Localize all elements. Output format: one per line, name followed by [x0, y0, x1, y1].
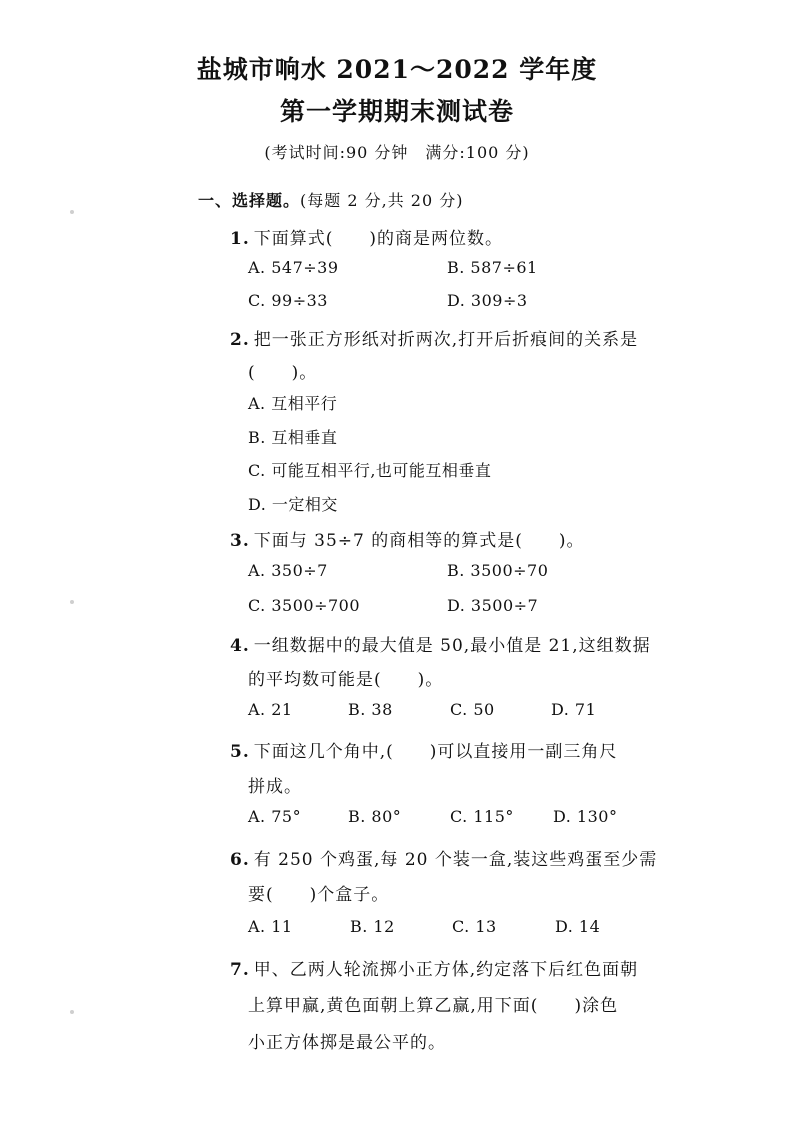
question-text: 下面算式( )的商是两位数。: [253, 229, 504, 249]
option-b: B. 12: [350, 917, 395, 936]
option-d: D. 3500÷7: [447, 596, 539, 615]
option-b: B. 38: [348, 700, 393, 719]
question-text: 下面与 35÷7 的商相等的算式是( )。: [253, 531, 585, 551]
option-a: A. 547÷39: [248, 258, 339, 277]
question-6-line2: 要( )个盒子。: [248, 885, 390, 905]
question-4: [230, 631, 651, 656]
exam-subtitle: (考试时间:90 分钟 满分:100 分): [264, 143, 530, 162]
question-2-line2: ( )。: [248, 363, 318, 383]
exam-title-line2: 第一学期期末测试卷: [279, 97, 514, 126]
option-c: C. 13: [452, 917, 497, 936]
option-d: D. 309÷3: [447, 291, 528, 310]
question-number: 2.: [230, 330, 250, 350]
option-a: A. 75°: [248, 807, 302, 826]
option-a: A. 21: [248, 700, 293, 719]
question-text: 下面这几个角中,( )可以直接用一副三角尺: [253, 742, 618, 762]
question-text: 一组数据中的最大值是 50,最小值是 21,这组数据: [253, 636, 651, 656]
option-d: D. 130°: [553, 807, 618, 826]
question-number: 3.: [230, 531, 250, 551]
option-d: D. 一定相交: [248, 495, 338, 514]
question-7-line3: 小正方体掷是最公平的。: [248, 1033, 446, 1053]
option-a: A. 互相平行: [248, 394, 338, 413]
question-text: 甲、乙两人轮流掷小正方体,约定落下后红色面朝: [253, 960, 639, 980]
scan-speck: [70, 210, 74, 214]
option-b: B. 互相垂直: [248, 428, 338, 447]
question-6: [230, 845, 657, 870]
option-b: B. 3500÷70: [447, 561, 549, 580]
option-a: A. 350÷7: [248, 561, 328, 580]
question-text: 有 250 个鸡蛋,每 20 个装一盒,装这些鸡蛋至少需: [253, 850, 658, 870]
question-1: [230, 224, 503, 249]
section-heading: [198, 188, 463, 211]
option-d: D. 71: [551, 700, 597, 719]
option-c: C. 115°: [450, 807, 514, 826]
scan-speck: [70, 600, 74, 604]
exam-title-line1: 盐城市响水 2021～2022 学年度: [196, 55, 598, 84]
option-c: C. 可能互相平行,也可能互相垂直: [248, 461, 492, 480]
question-number: 7.: [230, 960, 250, 980]
question-text: 把一张正方形纸对折两次,打开后折痕间的关系是: [253, 330, 639, 350]
option-c: C. 50: [450, 700, 495, 719]
question-5: [230, 737, 617, 762]
question-number: 5.: [230, 742, 250, 762]
question-2: [230, 325, 638, 350]
question-number: 4.: [230, 636, 250, 656]
option-b: B. 80°: [348, 807, 402, 826]
question-number: 1.: [230, 229, 250, 249]
option-d: D. 14: [555, 917, 601, 936]
option-b: B. 587÷61: [447, 258, 538, 277]
option-c: C. 3500÷700: [248, 596, 361, 615]
question-5-line2: 拼成。: [248, 777, 302, 797]
question-number: 6.: [230, 850, 250, 870]
question-4-line2: 的平均数可能是( )。: [248, 670, 444, 690]
question-7: [230, 955, 638, 980]
section-note: (每题 2 分,共 20 分): [300, 191, 464, 210]
section-title: 一、选择题。: [198, 191, 301, 210]
question-3: [230, 526, 585, 551]
scan-speck: [70, 1010, 74, 1014]
option-c: C. 99÷33: [248, 291, 328, 310]
option-a: A. 11: [248, 917, 293, 936]
question-7-line2: 上算甲赢,黄色面朝上算乙赢,用下面( )涂色: [248, 996, 619, 1016]
